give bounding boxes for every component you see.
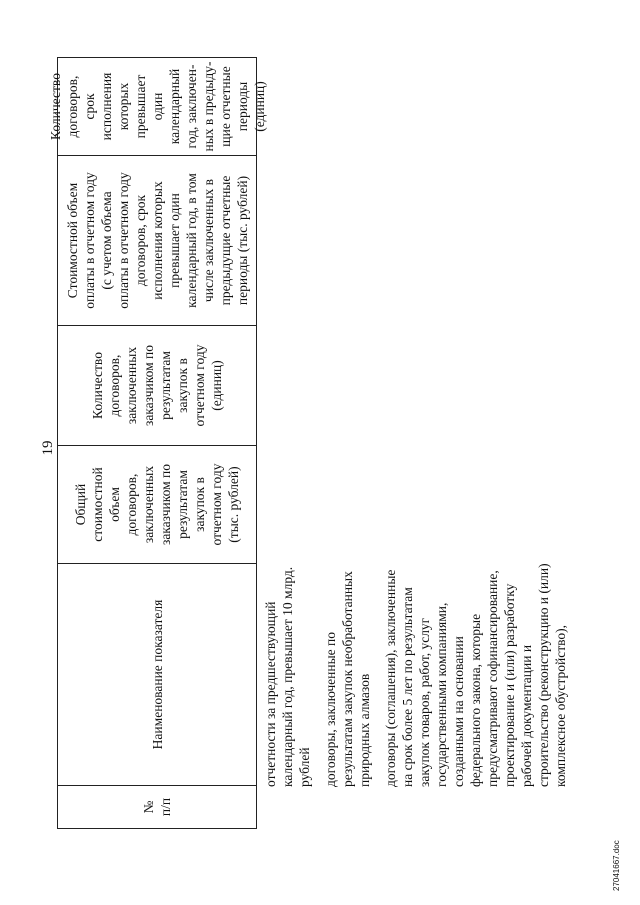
header-label-long-term-count: Количество договоров, срок исполнения которых превышает один календарный год, заключен- ных в предыду- щие отчетные периоды (единиц) xyxy=(47,61,267,152)
header-label-payment-value: Стоимостной объем оплаты в отчетном году (с учетом объема оплаты в отчетном году договоров, срок исполнения которых превышает один календарный год, в том числе заключенных в предыдущие отчетные периоды (тыс. рублей) xyxy=(64,172,250,309)
header-label-total-value: Общий стоимостной объем договоров, заключенных заказчиком по результатам закупок в отчетном году (тыс. рублей) xyxy=(73,463,241,546)
header-cell-long-term-count xyxy=(47,58,267,156)
header-cell-payment-value xyxy=(58,156,256,326)
indicator-row: договоры (соглашения), заключенные на срок более 5 лет по результатам закупок товаров, работ, услуг государственными компаниями, созданными на основании федерального закона, которые предусматривают софинансирование, проектирование и (или) разработку рабочей документации и строительство (реконструкцию и (или) комплексное обустройство), xyxy=(383,563,568,787)
header-cell-number xyxy=(58,786,256,828)
indicator-row: отчетности за предшествующий календарный год, превышает 10 млрд. рублей xyxy=(263,566,312,787)
header-cell-contract-count xyxy=(58,326,256,446)
header-label-contract-count: Количество договоров, заключенных заказчиком по результатам закупок в отчетном году (единиц) xyxy=(90,344,224,427)
document-footer-code: 27041667.doc xyxy=(612,840,621,891)
header-label-indicator-name: Наименование показателя xyxy=(149,599,165,750)
indicator-rows xyxy=(262,307,578,787)
header-cell-total-value xyxy=(58,446,256,564)
header-label-number: № п/п xyxy=(141,797,173,817)
header-cell-indicator-name xyxy=(58,564,256,786)
indicator-row: договоры, заключенные по результатам закупок необработанных природных алмазов xyxy=(323,571,372,787)
page-number: 19 xyxy=(40,440,56,456)
